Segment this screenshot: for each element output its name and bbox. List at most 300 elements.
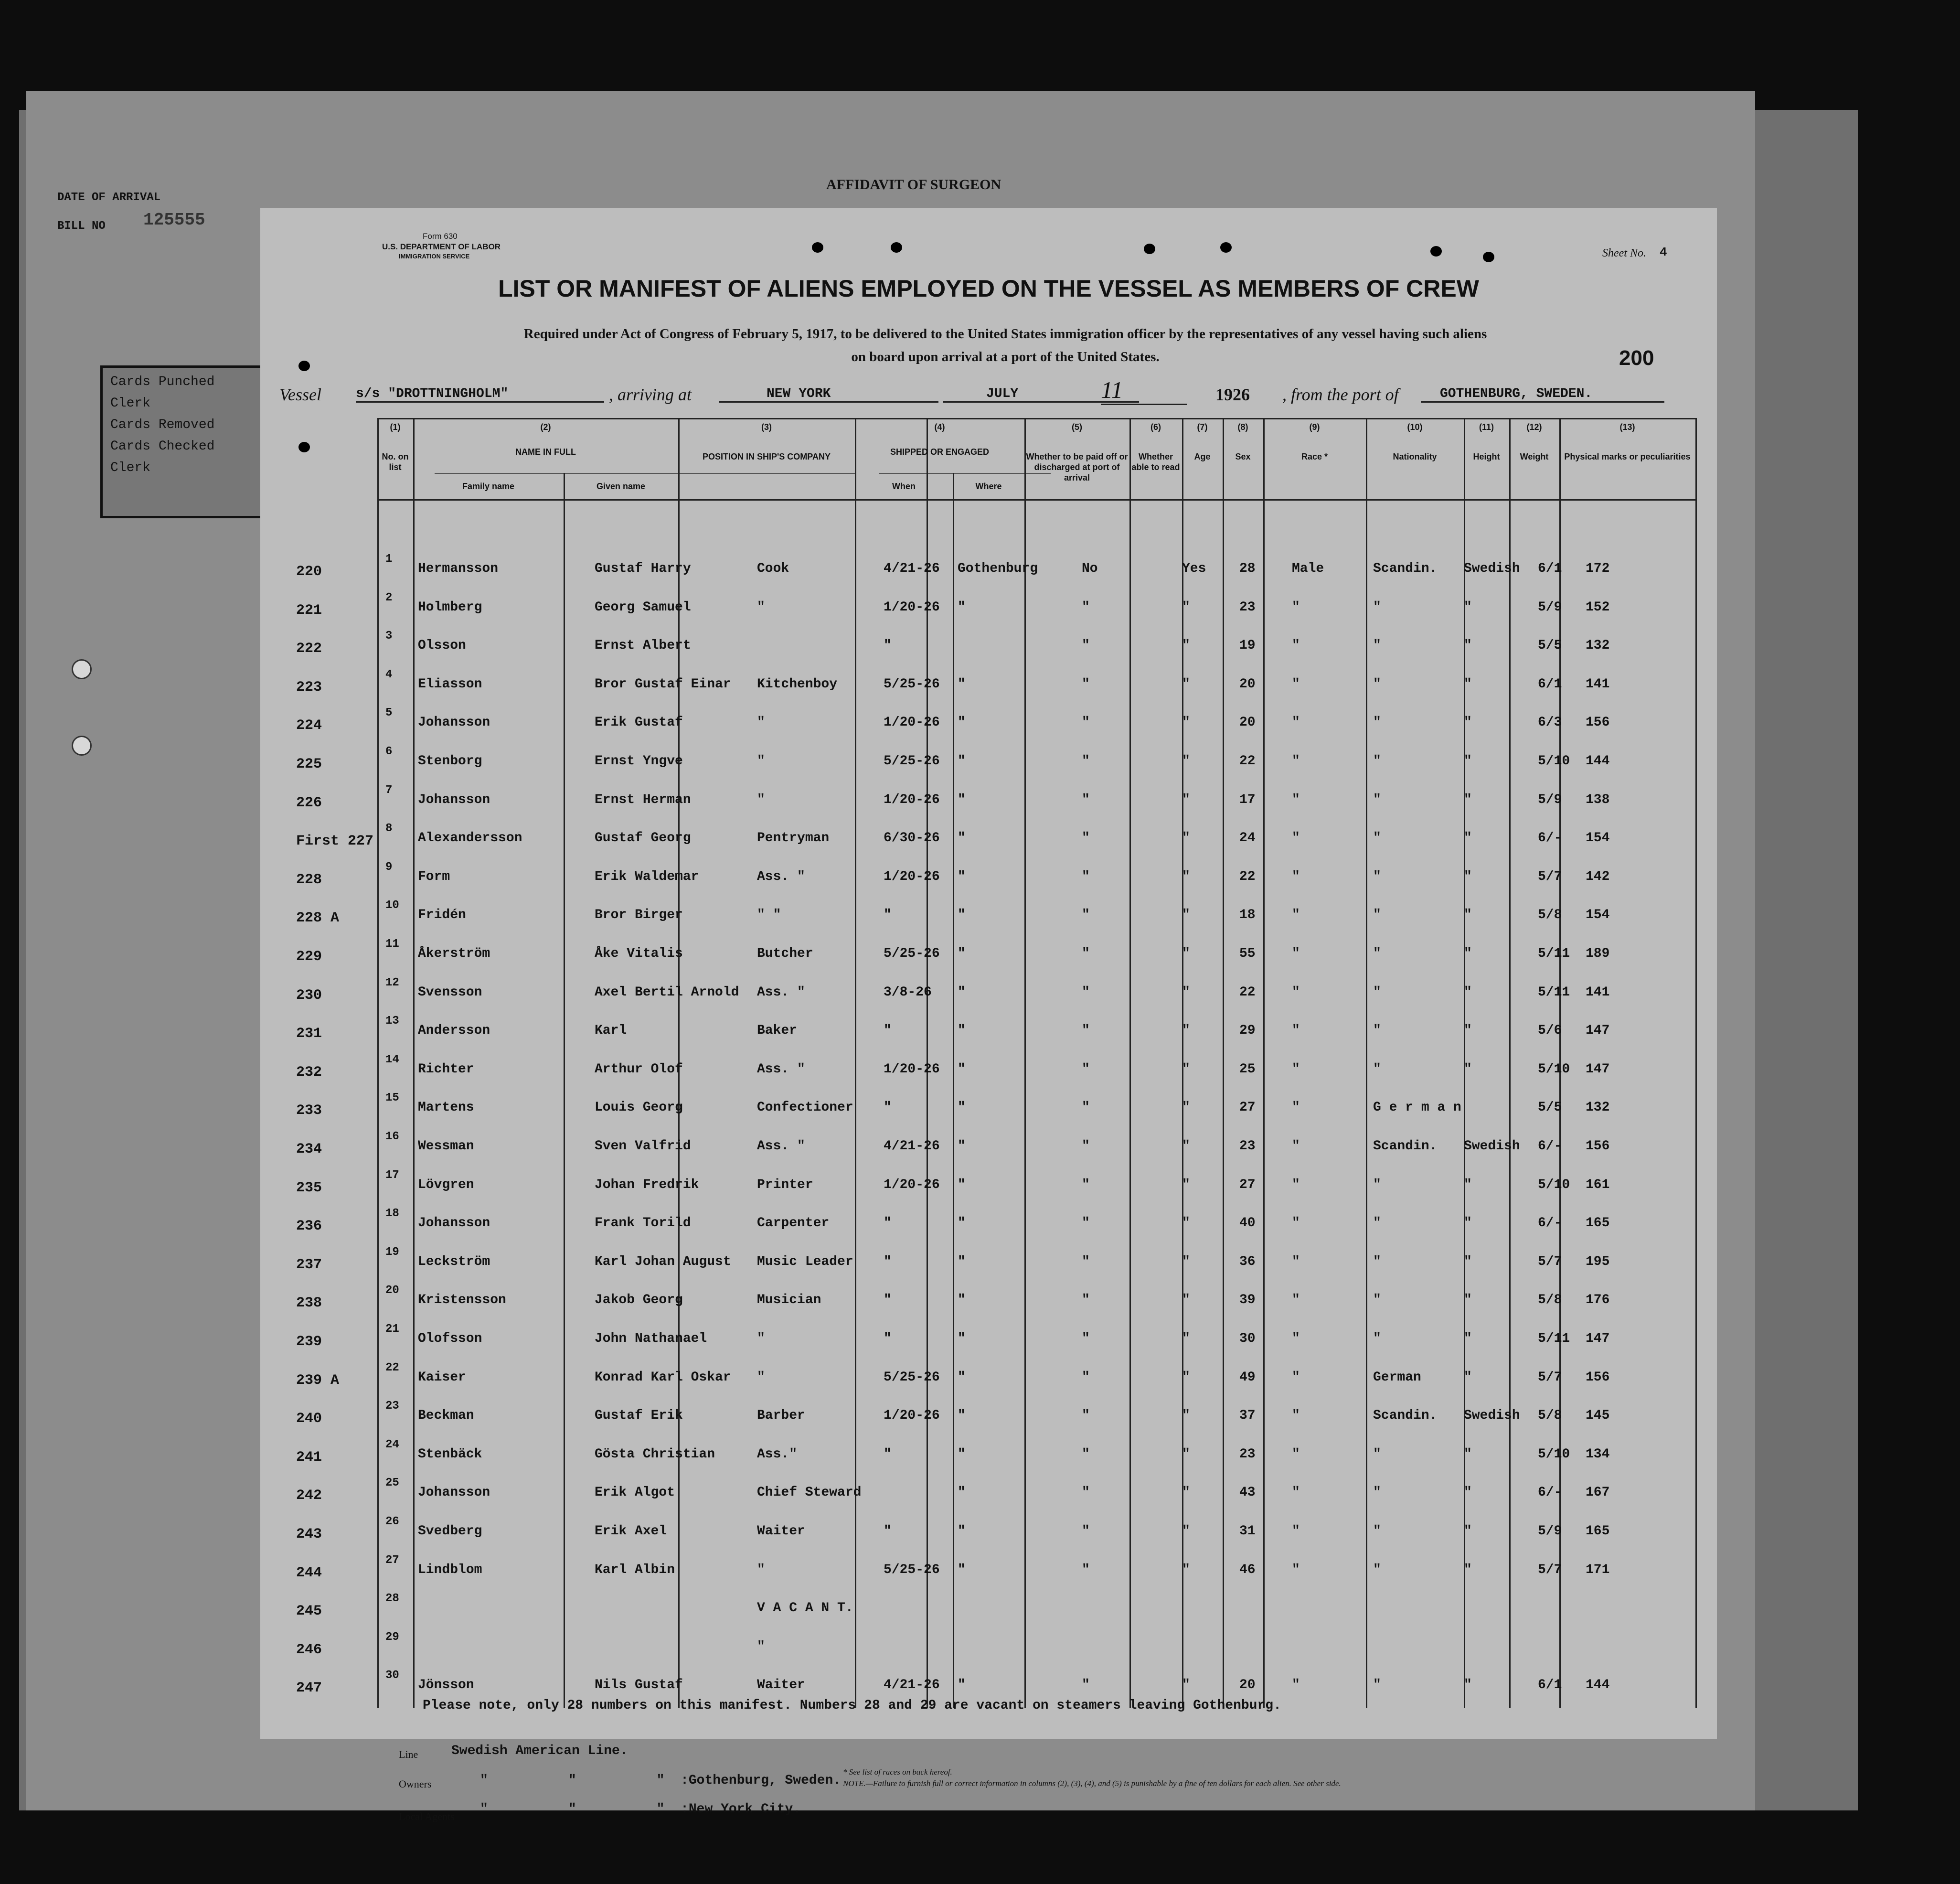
cell-where: " [958, 1139, 966, 1154]
cell-when: " [884, 1446, 892, 1462]
manifest-subtitle [384, 322, 1626, 368]
cell-position: " [757, 1639, 765, 1654]
cell-no: 17 [385, 1168, 399, 1182]
cell-height: 5/9 [1538, 1524, 1562, 1539]
cell-no: 9 [385, 860, 393, 874]
cell-nat: " [1464, 946, 1472, 961]
bill-no-value: 125555 [143, 210, 205, 230]
cell-nat: " [1464, 1446, 1472, 1462]
handwritten-line-number: 239 [296, 1334, 322, 1350]
cell-where: " [958, 1678, 966, 1693]
cell-when: 4/21-26 [884, 561, 940, 576]
cell-race: " [1373, 1177, 1381, 1192]
cell-sex: " [1292, 1408, 1300, 1424]
cell-height: 5/8 [1538, 1293, 1562, 1308]
cell-age: 46 [1239, 1562, 1256, 1577]
cell-sex: " [1292, 599, 1300, 615]
cell-where: " [958, 1254, 966, 1269]
cell-when: " [884, 1100, 892, 1115]
vacancy-note: Please note, only 28 numbers on this manifest. Numbers 28 and 29 are vacant on steamers leaving Gothenburg. [423, 1698, 1281, 1713]
cell-read: " [1182, 1216, 1190, 1231]
cell-nat: " [1464, 599, 1472, 615]
cell-family: Fridén [418, 908, 466, 923]
cell-height: 5/11 [1538, 985, 1570, 1000]
handwritten-line-number: First 227 [296, 833, 374, 850]
cell-given: Gösta Christian [595, 1446, 715, 1462]
cell-given: Gustaf Georg [595, 831, 691, 846]
cell-age: 37 [1239, 1408, 1256, 1424]
handwritten-line-number: 247 [296, 1680, 322, 1697]
handwritten-line-number: 230 [296, 987, 322, 1004]
cell-given: Axel Bertil Arnold [595, 985, 739, 1000]
cell-sex: " [1292, 946, 1300, 961]
cell-read: " [1182, 754, 1190, 769]
cell-sex: " [1292, 1023, 1300, 1038]
cell-weight: 176 [1586, 1293, 1610, 1308]
table-rule [377, 418, 1695, 419]
cell-given: Konrad Karl Oskar [595, 1370, 731, 1385]
cell-weight: 156 [1586, 1139, 1610, 1154]
cell-family: Holmberg [418, 599, 482, 615]
cell-nat: " [1464, 638, 1472, 653]
cell-nat: " [1464, 715, 1472, 730]
cell-given: John Nathanael [595, 1331, 707, 1346]
cell-paid: " [1082, 1678, 1090, 1693]
punch-hole [298, 442, 310, 452]
cell-nat: " [1464, 1485, 1472, 1500]
cell-when: " [884, 1254, 892, 1269]
cell-age: 43 [1239, 1485, 1256, 1500]
cell-no: 22 [385, 1361, 399, 1374]
handwritten-line-number: 234 [296, 1141, 322, 1157]
cell-no: 19 [385, 1245, 399, 1259]
agents-value: " " " :New York City. [480, 1802, 801, 1817]
cell-read: " [1182, 1061, 1190, 1077]
cell-race: " [1373, 676, 1381, 692]
cell-paid: " [1082, 1562, 1090, 1577]
cell-family: Alexandersson [418, 831, 522, 846]
cell-read: " [1182, 1293, 1190, 1308]
cell-age: 20 [1239, 1678, 1256, 1693]
department-name: U.S. DEPARTMENT OF LABOR [382, 242, 501, 251]
cell-age: 22 [1239, 754, 1256, 769]
cell-family: Wessman [418, 1139, 474, 1154]
cards-stamp [100, 365, 287, 518]
cell-nat: " [1464, 792, 1472, 807]
cell-given: Karl [595, 1023, 627, 1038]
cell-given: Ernst Yngve [595, 754, 683, 769]
cell-height: 5/11 [1538, 1331, 1570, 1346]
table-column-rule [413, 418, 415, 1708]
cell-height: 5/7 [1538, 1254, 1562, 1269]
cell-when: " [884, 908, 892, 923]
cell-age: 39 [1239, 1293, 1256, 1308]
cell-position: Ass. " [757, 1139, 805, 1154]
cell-given: Georg Samuel [595, 599, 691, 615]
cell-sex: " [1292, 908, 1300, 923]
cell-no: 5 [385, 706, 393, 720]
cell-family: Beckman [418, 1408, 474, 1424]
cell-nat: " [1464, 1331, 1472, 1346]
affidavit-title: AFFIDAVIT OF SURGEON [826, 177, 1001, 193]
column-header: POSITION IN SHIP'S COMPANY [703, 452, 831, 461]
cell-no: 10 [385, 899, 399, 912]
cell-paid: " [1082, 831, 1090, 846]
cell-when: 5/25-26 [884, 1562, 940, 1577]
cell-when: 1/20-26 [884, 1177, 940, 1192]
table-column-rule [1263, 418, 1265, 1708]
cell-nat: " [1464, 1061, 1472, 1077]
handwritten-line-number: 244 [296, 1564, 322, 1581]
column-header: Height [1473, 452, 1500, 461]
arrival-day: 11 [1101, 376, 1187, 405]
cell-paid: " [1082, 908, 1090, 923]
cell-height: 5/6 [1538, 1023, 1562, 1038]
cell-position: " [757, 1562, 765, 1577]
cell-weight: 141 [1586, 985, 1610, 1000]
cell-nat: " [1464, 1562, 1472, 1577]
cell-height: 5/7 [1538, 869, 1562, 884]
column-number: (1) [390, 422, 401, 432]
cell-no: 29 [385, 1630, 399, 1644]
cell-race: " [1373, 1293, 1381, 1308]
cell-paid: " [1082, 1485, 1090, 1500]
owners-value: " " " :Gothenburg, Sweden. [480, 1773, 842, 1788]
cell-where: " [958, 985, 966, 1000]
cell-given: Bror Birger [595, 908, 683, 923]
cell-paid: " [1082, 1023, 1090, 1038]
cell-weight: 165 [1586, 1524, 1610, 1539]
cell-race: G e r m a n [1373, 1100, 1461, 1115]
service-name: IMMIGRATION SERVICE [399, 253, 470, 260]
subtitle-line: Required under Act of Congress of February 5, 1917, to be delivered to the United States immigration officer by the representatives of any vessel having such aliens [523, 326, 1487, 342]
cell-paid: " [1082, 1370, 1090, 1385]
cell-nat: " [1464, 1678, 1472, 1693]
cell-where: " [958, 1177, 966, 1192]
cell-paid: " [1082, 1254, 1090, 1269]
arrival-month: JULY [943, 386, 1139, 403]
column-header: Weight [1520, 452, 1549, 461]
cell-when: 5/25-26 [884, 1370, 940, 1385]
cell-no: 26 [385, 1515, 399, 1528]
cell-given: Erik Axel [595, 1524, 667, 1539]
cell-where: " [958, 1216, 966, 1231]
cell-height: 5/10 [1538, 1177, 1570, 1192]
cell-family: Stenbäck [418, 1446, 482, 1462]
cell-age: 27 [1239, 1100, 1256, 1115]
column-subheader: When [892, 482, 916, 491]
cell-weight: 147 [1586, 1023, 1610, 1038]
cell-height: 5/7 [1538, 1370, 1562, 1385]
cell-sex: " [1292, 1177, 1300, 1192]
cell-family: Johansson [418, 715, 490, 730]
table-column-rule [1695, 418, 1697, 1708]
cell-nat: " [1464, 985, 1472, 1000]
column-number: (12) [1526, 422, 1542, 432]
cell-given: Karl Albin [595, 1562, 675, 1577]
arrival-year: 1926 [1215, 385, 1250, 404]
handwritten-line-number: 240 [296, 1411, 322, 1427]
column-number: (2) [540, 422, 551, 432]
cell-paid: " [1082, 792, 1090, 807]
cell-given: Åke Vitalis [595, 946, 683, 961]
cell-weight: 144 [1586, 754, 1610, 769]
stamp-line: Cards Checked [110, 439, 215, 454]
penalty-footnote: NOTE.—Failure to furnish full or correct information in columns (2), (3), (4), and (5) is punishable by a fine of ten dollars for each alien. See other side. [843, 1779, 1341, 1788]
column-subheader: Family name [462, 482, 515, 491]
cell-nat: " [1464, 676, 1472, 692]
binder-hole [72, 736, 92, 756]
cell-given: Erik Waldemar [595, 869, 699, 884]
cell-weight: 132 [1586, 1100, 1610, 1115]
cell-race: " [1373, 985, 1381, 1000]
cell-height: 6/- [1538, 1139, 1562, 1154]
cell-age: 49 [1239, 1370, 1256, 1385]
cell-no: 18 [385, 1207, 399, 1220]
cell-given: Karl Johan August [595, 1254, 731, 1269]
cell-given: Jakob Georg [595, 1293, 683, 1308]
cell-when: 5/25-26 [884, 676, 940, 692]
cell-where: " [958, 792, 966, 807]
cell-weight: 156 [1586, 1370, 1610, 1385]
cell-paid: " [1082, 869, 1090, 884]
cell-given: Nils Gustaf [595, 1678, 683, 1693]
cell-height: 5/10 [1538, 754, 1570, 769]
cell-position: Ass. " [757, 869, 805, 884]
cell-age: 20 [1239, 676, 1256, 692]
cell-where: " [958, 676, 966, 692]
cell-weight: 147 [1586, 1331, 1610, 1346]
cell-no: 28 [385, 1592, 399, 1606]
cell-age: 17 [1239, 792, 1256, 807]
cell-age: 23 [1239, 599, 1256, 615]
cell-family: Form [418, 869, 450, 884]
cell-nat: Swedish [1464, 561, 1520, 576]
cell-given: Erik Algot [595, 1485, 675, 1500]
cell-where: Gothenburg [958, 561, 1038, 576]
handwritten-line-number: 239 A [296, 1372, 340, 1389]
table-rule [377, 499, 1695, 501]
table-column-rule [855, 418, 856, 1708]
cell-race: Scandin. [1373, 1139, 1438, 1154]
cell-height: 6/1 [1538, 561, 1562, 576]
cell-weight: 195 [1586, 1254, 1610, 1269]
cell-position: " [757, 1370, 765, 1385]
cell-read: " [1182, 1331, 1190, 1346]
cell-sex: " [1292, 1216, 1300, 1231]
cell-where: " [958, 1061, 966, 1077]
handwritten-line-number: 228 [296, 871, 322, 888]
column-header: Race * [1301, 452, 1328, 461]
cell-family: Kristensson [418, 1293, 506, 1308]
cell-family: Johansson [418, 792, 490, 807]
cell-weight: 144 [1586, 1678, 1610, 1693]
cell-race: " [1373, 1485, 1381, 1500]
column-number: (8) [1237, 422, 1248, 432]
punch-hole [1483, 252, 1494, 262]
cell-paid: " [1082, 715, 1090, 730]
cell-where: " [958, 715, 966, 730]
cell-read: " [1182, 831, 1190, 846]
cell-read: " [1182, 792, 1190, 807]
cell-position: Ass. " [757, 985, 805, 1000]
column-header: SHIPPED OR ENGAGED [890, 447, 990, 457]
cell-family: Lindblom [418, 1562, 482, 1577]
cell-position: Pentryman [757, 831, 830, 846]
cell-sex: " [1292, 792, 1300, 807]
cell-height: 5/8 [1538, 1408, 1562, 1424]
cell-family: Svensson [418, 985, 482, 1000]
cell-given: Gustaf Harry [595, 561, 691, 576]
cell-no: 30 [385, 1669, 399, 1682]
cell-paid: " [1082, 676, 1090, 692]
cell-family: Kaiser [418, 1370, 466, 1385]
cell-nat: " [1464, 1177, 1472, 1192]
arriving-label: , arriving at [609, 385, 692, 404]
page-number: 200 [1619, 346, 1654, 370]
cell-sex: " [1292, 831, 1300, 846]
cell-where: " [958, 1293, 966, 1308]
cell-paid: " [1082, 985, 1090, 1000]
cell-weight: 154 [1586, 831, 1610, 846]
cell-sex: " [1292, 985, 1300, 1000]
cell-when: 5/25-26 [884, 754, 940, 769]
cell-sex: " [1292, 1524, 1300, 1539]
form-number: Form 630 [423, 232, 458, 241]
cell-race: " [1373, 792, 1381, 807]
cell-when: " [884, 1331, 892, 1346]
handwritten-line-number: 225 [296, 756, 322, 772]
cell-height: 6/- [1538, 831, 1562, 846]
cell-family: Hermansson [418, 561, 499, 576]
cell-race: " [1373, 1254, 1381, 1269]
cell-read: " [1182, 1485, 1190, 1500]
cell-paid: " [1082, 638, 1090, 653]
cell-age: 24 [1239, 831, 1256, 846]
cell-age: 31 [1239, 1524, 1256, 1539]
column-number: (4) [934, 422, 945, 432]
punch-hole [812, 242, 823, 253]
cell-age: 22 [1239, 985, 1256, 1000]
cell-read: " [1182, 985, 1190, 1000]
handwritten-line-number: 220 [296, 564, 322, 580]
cell-when: " [884, 1023, 892, 1038]
cell-race: " [1373, 869, 1381, 884]
cell-height: 5/7 [1538, 1562, 1562, 1577]
cell-race: " [1373, 599, 1381, 615]
column-number: (11) [1479, 422, 1494, 432]
cell-family: Richter [418, 1061, 474, 1077]
cell-weight: 171 [1586, 1562, 1610, 1577]
cell-position: Baker [757, 1023, 798, 1038]
cell-weight: 172 [1586, 561, 1610, 576]
column-header: Physical marks or peculiarities [1564, 452, 1691, 461]
cell-height: 6/- [1538, 1216, 1562, 1231]
cell-race: " [1373, 1216, 1381, 1231]
cell-read: " [1182, 1408, 1190, 1424]
punch-hole [891, 242, 902, 253]
cell-given: Sven Valfrid [595, 1139, 691, 1154]
cell-position: Barber [757, 1408, 805, 1424]
cell-race: German [1373, 1370, 1421, 1385]
cell-where: " [958, 1331, 966, 1346]
from-port: GOTHENBURG, SWEDEN. [1421, 386, 1664, 403]
punch-hole [1220, 242, 1232, 253]
cell-race: " [1373, 1023, 1381, 1038]
cell-race: " [1373, 1061, 1381, 1077]
cell-family: Svedberg [418, 1524, 482, 1539]
owners-label: Owners [399, 1778, 432, 1790]
stamp-line: Clerk [110, 396, 151, 411]
cell-given: Gustaf Erik [595, 1408, 683, 1424]
handwritten-line-number: 238 [296, 1295, 322, 1312]
handwritten-line-number: 245 [296, 1603, 322, 1620]
cell-no: 8 [385, 822, 393, 835]
cell-no: 7 [385, 783, 393, 797]
cell-when: 3/8-26 [884, 985, 932, 1000]
cell-paid: " [1082, 1408, 1090, 1424]
cell-where: " [958, 946, 966, 961]
cell-given: Louis Georg [595, 1100, 683, 1115]
cell-nat: " [1464, 1293, 1472, 1308]
cell-sex: " [1292, 1100, 1300, 1115]
cell-age: 30 [1239, 1331, 1256, 1346]
cell-nat: Swedish [1464, 1139, 1520, 1154]
cell-no: 23 [385, 1400, 399, 1413]
cell-position: Cook [757, 561, 789, 576]
cell-when: 4/21-26 [884, 1139, 940, 1154]
cell-nat: Swedish [1464, 1408, 1520, 1424]
cell-where: " [958, 1485, 966, 1500]
stamp-line: Cards Punched [110, 375, 215, 389]
cell-where: " [958, 831, 966, 846]
cell-age: 23 [1239, 1446, 1256, 1462]
cell-weight: 134 [1586, 1446, 1610, 1462]
cell-position: Carpenter [757, 1216, 830, 1231]
manifest-sheet [260, 208, 1717, 1739]
cell-read: " [1182, 908, 1190, 923]
cell-paid: " [1082, 1293, 1090, 1308]
manifest-table [377, 418, 1695, 1729]
cell-where: " [958, 754, 966, 769]
cell-nat: " [1464, 869, 1472, 884]
cell-no: 14 [385, 1053, 399, 1066]
cell-position: Confectioner [757, 1100, 853, 1115]
cell-nat: " [1464, 1023, 1472, 1038]
handwritten-line-number: 221 [296, 602, 322, 619]
cell-no: 24 [385, 1438, 399, 1451]
column-number: (9) [1309, 422, 1320, 432]
cell-where: " [958, 1370, 966, 1385]
cell-position: Music Leader [757, 1254, 853, 1269]
cell-position: V A C A N T. [757, 1601, 853, 1616]
vessel-name: s/s "DROTTNINGHOLM" [356, 386, 604, 403]
cell-weight: 138 [1586, 792, 1610, 807]
cell-no: 3 [385, 630, 393, 643]
cell-age: 19 [1239, 638, 1256, 653]
cell-weight: 132 [1586, 638, 1610, 653]
cell-given: Frank Torild [595, 1216, 691, 1231]
handwritten-line-number: 222 [296, 641, 322, 657]
cell-no: 2 [385, 591, 393, 604]
cell-weight: 152 [1586, 599, 1610, 615]
cell-nat: " [1464, 908, 1472, 923]
cell-position: Waiter [757, 1678, 805, 1693]
column-number: (6) [1150, 422, 1161, 432]
table-column-rule [1223, 418, 1224, 1708]
cell-family: Leckström [418, 1254, 490, 1269]
handwritten-line-number: 231 [296, 1026, 322, 1042]
